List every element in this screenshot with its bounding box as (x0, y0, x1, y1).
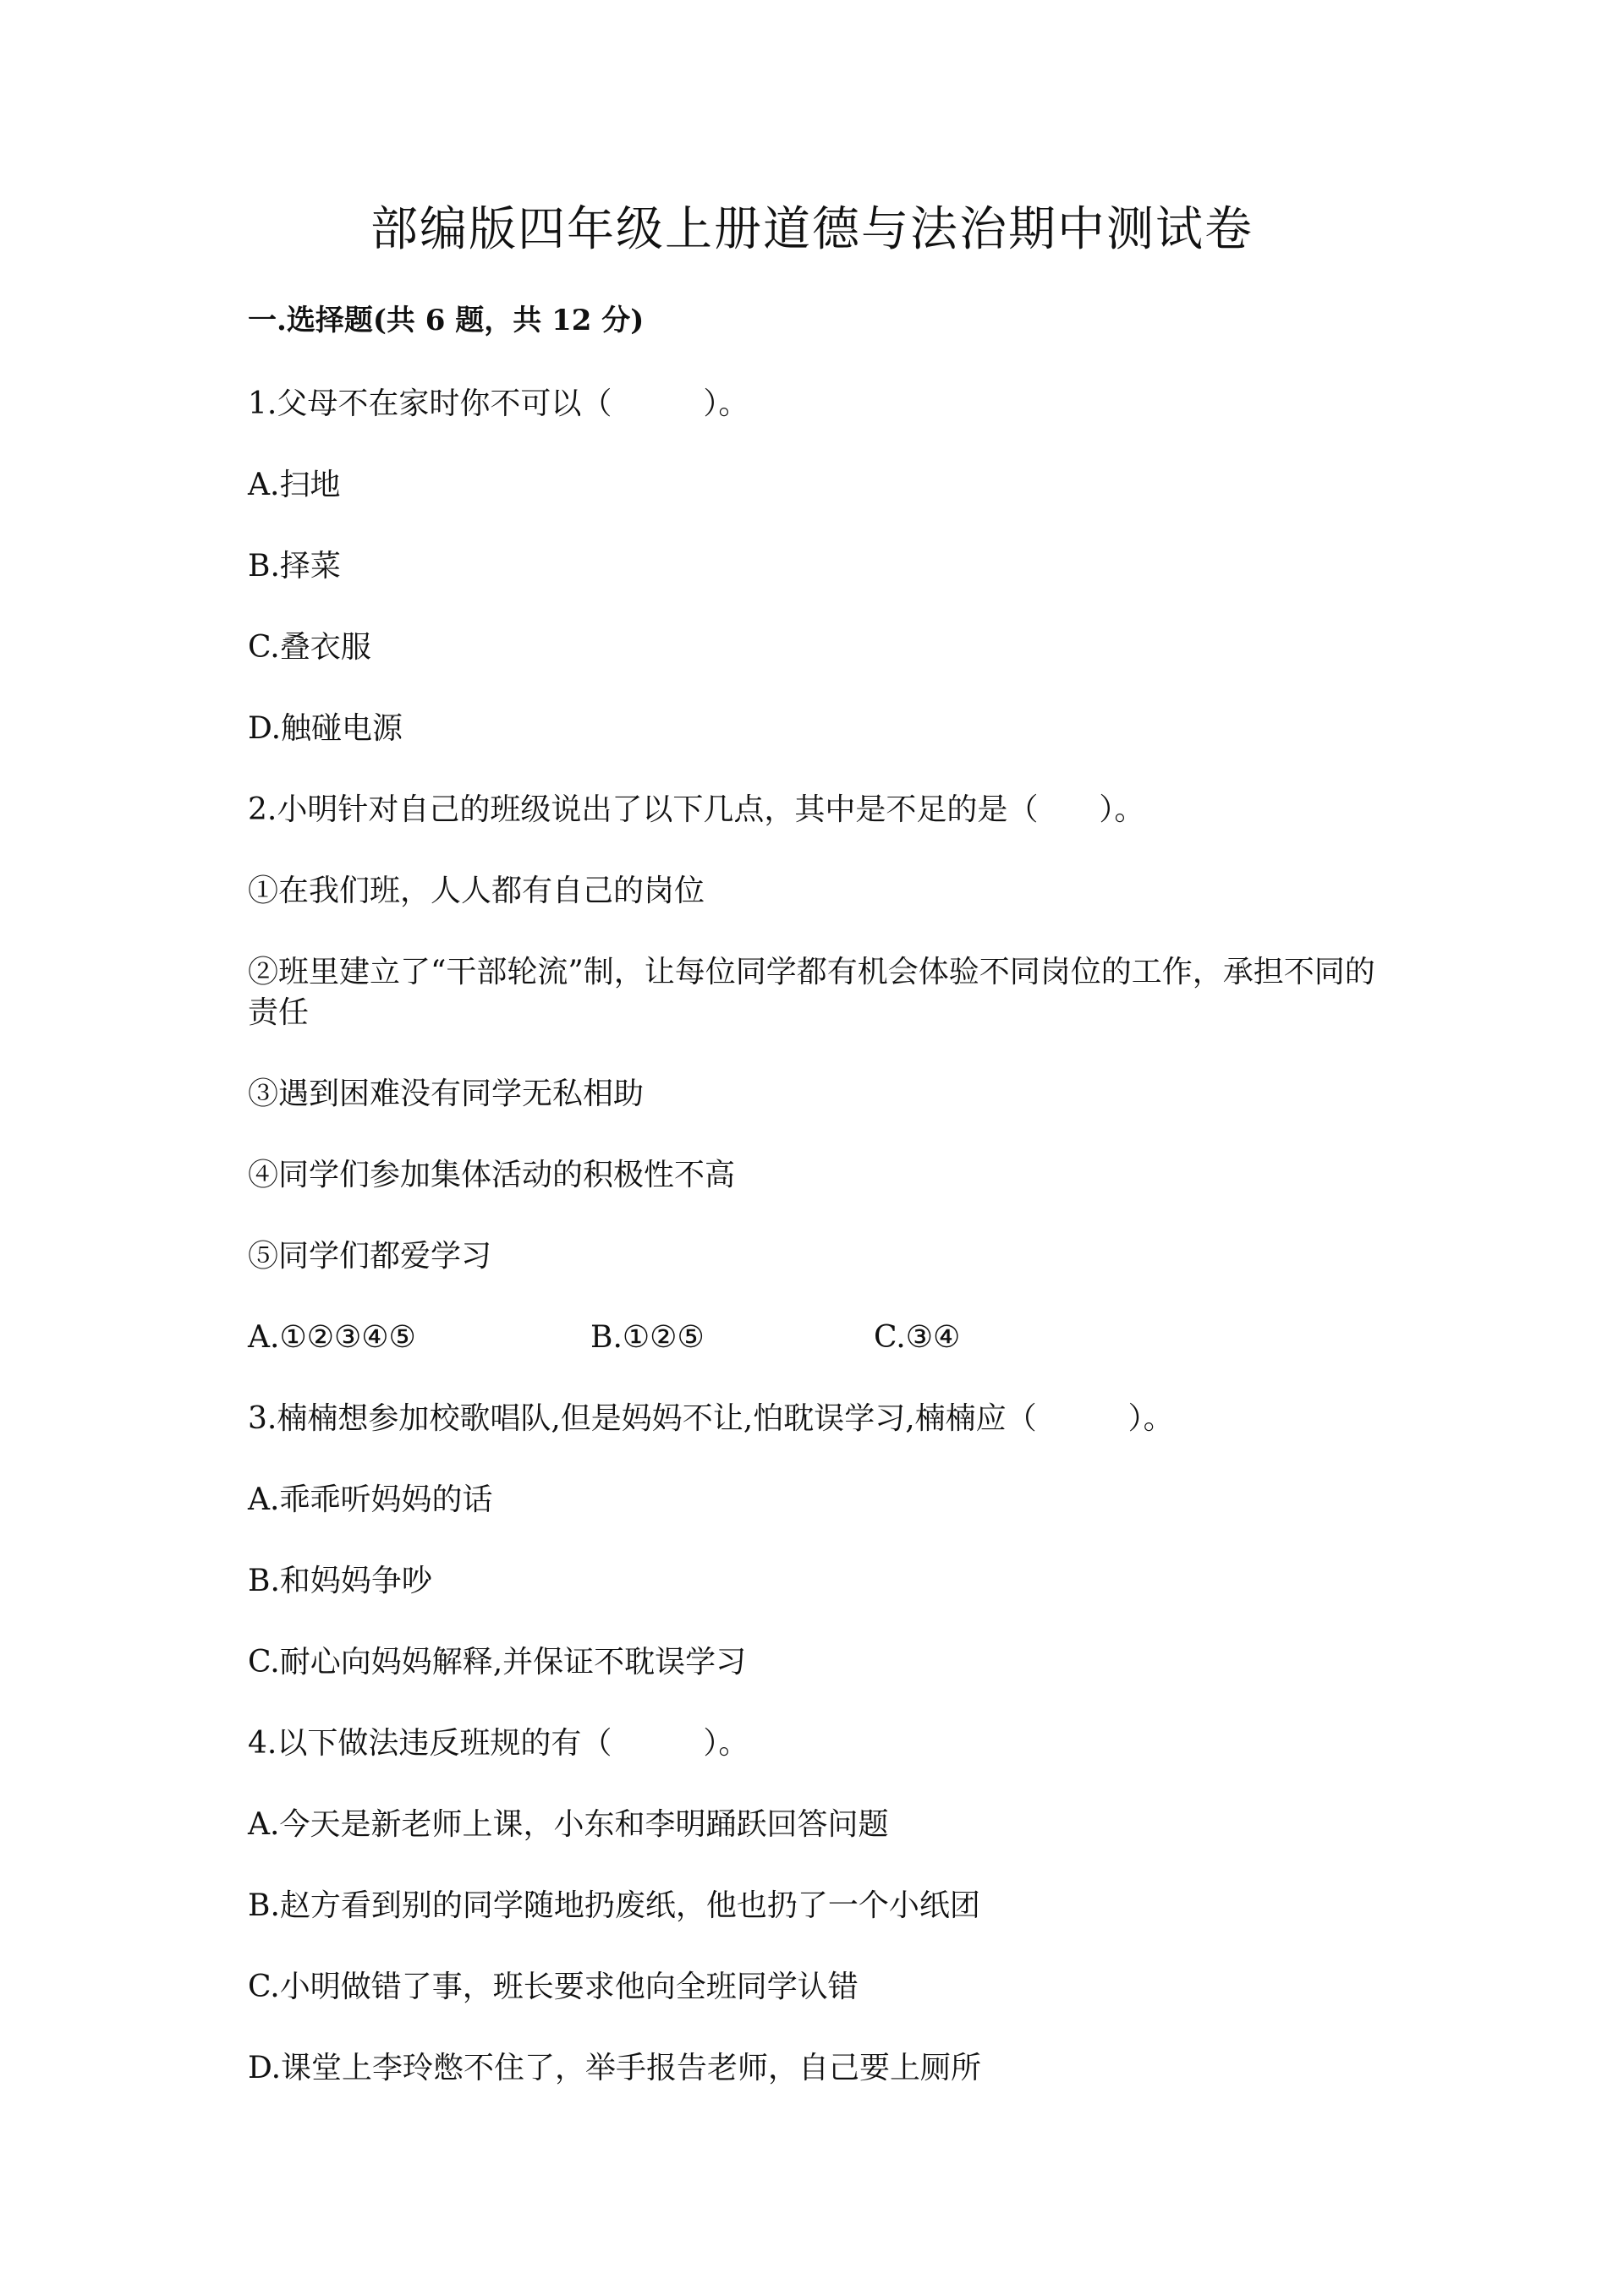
question-2-option-c: C.③④ (874, 1320, 961, 1355)
question-1-option-a: A.扫地 (248, 468, 341, 502)
question-2-statement-1: ①在我们班，人人都有自己的岗位 (248, 874, 705, 908)
question-4-option-a: A.今天是新老师上课，小东和李明踊跃回答问题 (248, 1807, 889, 1842)
question-3-option-c: C.耐心向妈妈解释,并保证不耽误学习 (248, 1645, 747, 1680)
question-4-stem: 4.以下做法违反班规的有（ ）。 (248, 1726, 749, 1761)
question-1-stem: 1.父母不在家时你不可以（ ）。 (248, 386, 749, 421)
question-3-stem: 3.楠楠想参加校歌唱队,但是妈妈不让,怕耽误学习,楠楠应（ ）。 (248, 1401, 1174, 1436)
question-2-statement-5: ⑤同学们都爱学习 (248, 1239, 492, 1274)
question-4-option-d: D.课堂上李玲憋不住了，举手报告老师，自己要上厕所 (248, 2051, 982, 2085)
question-1-option-b: B.择菜 (248, 549, 341, 584)
question-4-option-c: C.小明做错了事，班长要求他向全班同学认错 (248, 1970, 859, 2004)
question-1-option-d: D.触碰电源 (248, 711, 403, 746)
question-2-options-row (248, 1318, 1381, 1358)
question-2-statement-3: ③遇到困难没有同学无私相助 (248, 1077, 645, 1111)
question-2-stem: 2.小明针对自己的班级说出了以下几点，其中是不足的是（ ）。 (248, 792, 1145, 827)
question-2-option-b: B.①②⑤ (590, 1320, 705, 1355)
question-4-option-b: B.赵方看到别的同学随地扔废纸，他也扔了一个小纸团 (248, 1888, 980, 1923)
question-2-statement-2: ②班里建立了“干部轮流”制，让每位同学都有机会体验不同岗位的工作，承担不同的责任 (248, 955, 1375, 1030)
question-2-option-a: A.①②③④⑤ (248, 1320, 416, 1355)
page-title: 部编版四年级上册道德与法治期中测试卷 (370, 202, 1254, 257)
question-3-option-b: B.和妈妈争吵 (248, 1564, 432, 1598)
question-1-option-c: C.叠衣服 (248, 630, 371, 665)
question-3-option-a: A.乖乖听妈妈的话 (248, 1482, 493, 1517)
section-heading: 一.选择题(共 6 题，共 12 分) (248, 304, 645, 337)
question-2-statement-4: ④同学们参加集体活动的积极性不高 (248, 1158, 736, 1192)
